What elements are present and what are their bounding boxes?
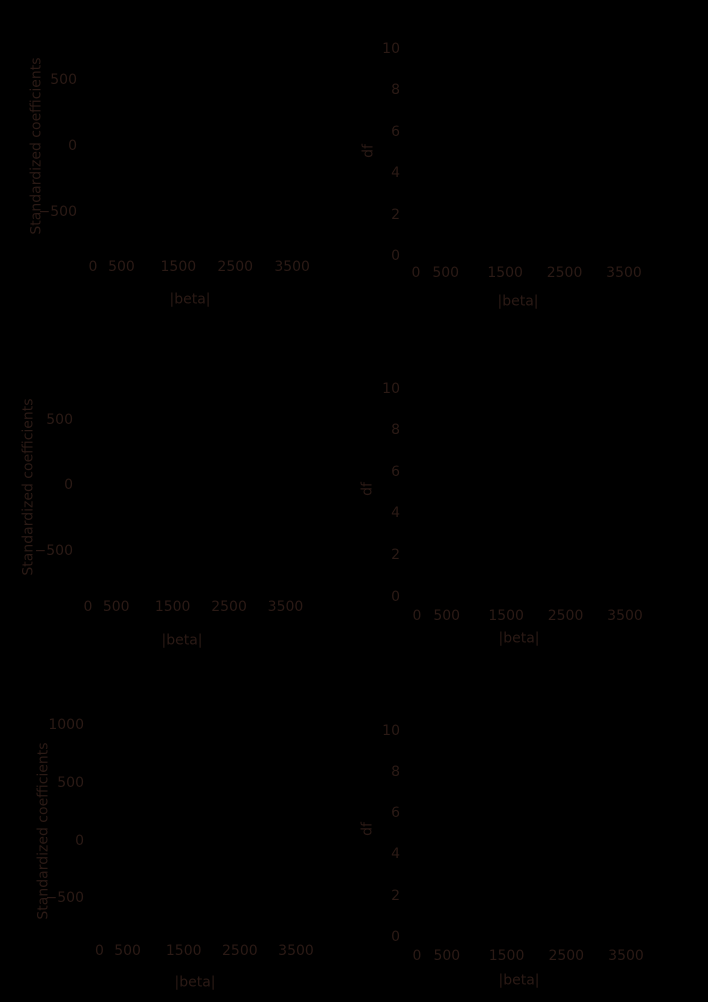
x-axis-label: |beta| <box>161 632 203 649</box>
x-tick-label: 3500 <box>607 607 643 624</box>
y-tick-label: 10 <box>382 380 400 397</box>
x-tick-label: 2500 <box>211 598 247 615</box>
x-tick-label: 3500 <box>606 264 642 281</box>
x-tick-label: 2500 <box>217 258 254 275</box>
x-tick-label: 500 <box>114 942 141 959</box>
y-tick-label: 0 <box>391 248 400 264</box>
x-tick-label: 1500 <box>160 258 197 275</box>
x-tick-label: 2500 <box>546 264 583 281</box>
y-tick-label: 6 <box>391 123 400 140</box>
y-tick-label: 0 <box>391 929 400 945</box>
x-tick-label: 3500 <box>274 258 310 275</box>
y-tick-label: 0 <box>75 832 84 849</box>
x-tick-label: 3500 <box>267 598 304 615</box>
y-tick-label: 500 <box>46 411 73 428</box>
y-tick-label: −500 <box>38 203 77 220</box>
x-tick-label: 500 <box>102 598 130 615</box>
y-tick-label: 6 <box>391 805 400 822</box>
x-tick-label: 1500 <box>154 598 191 615</box>
x-tick-label: 0 <box>412 947 422 964</box>
y-tick-label: 0 <box>64 477 73 493</box>
x-axis-label: |beta| <box>169 291 211 308</box>
y-tick-label: −500 <box>34 542 73 559</box>
y-axis-label: Standardized coefficients <box>20 398 37 576</box>
x-tick-label: 2500 <box>548 947 585 964</box>
x-tick-label: 1500 <box>165 942 202 959</box>
y-tick-label: 0 <box>68 137 77 154</box>
y-axis-label: df <box>360 144 377 158</box>
y-tick-label: 0 <box>391 588 400 605</box>
x-tick-label: 0 <box>83 598 93 615</box>
y-tick-label: 8 <box>391 763 400 780</box>
x-tick-label: 500 <box>433 947 461 964</box>
y-tick-label: 2 <box>391 546 400 563</box>
x-tick-label: 0 <box>95 942 104 959</box>
y-tick-label: 2 <box>391 887 400 904</box>
x-axis-label: |beta| <box>498 972 540 989</box>
x-tick-label: 1500 <box>488 947 525 964</box>
x-tick-label: 500 <box>432 264 460 281</box>
x-tick-label: 2500 <box>547 607 584 624</box>
x-tick-label: 0 <box>412 607 422 624</box>
y-tick-label: 500 <box>50 71 77 88</box>
y-tick-label: 8 <box>391 422 400 439</box>
y-tick-label: 10 <box>382 41 400 57</box>
y-tick-label: −500 <box>45 890 84 907</box>
y-tick-label: 1000 <box>48 716 84 733</box>
y-tick-label: 500 <box>57 774 84 791</box>
x-axis-label: |beta| <box>174 974 216 991</box>
y-axis-label: Standardized coefficients <box>28 57 45 235</box>
x-axis-label: |beta| <box>497 293 539 310</box>
x-tick-label: 0 <box>411 264 421 281</box>
x-axis-label: |beta| <box>498 630 540 647</box>
y-tick-label: 4 <box>391 505 400 522</box>
x-tick-label: 500 <box>108 258 135 275</box>
y-axis-label: Standardized coefficients <box>35 742 52 920</box>
x-tick-label: 2500 <box>222 942 258 959</box>
y-tick-label: 2 <box>391 206 400 223</box>
x-tick-label: 0 <box>88 258 98 275</box>
x-tick-label: 3500 <box>278 942 314 959</box>
y-tick-label: 8 <box>391 82 400 99</box>
y-tick-label: 4 <box>391 846 400 863</box>
x-tick-label: 1500 <box>488 607 524 624</box>
x-tick-label: 500 <box>433 607 461 624</box>
y-tick-label: 6 <box>391 463 400 480</box>
y-tick-label: 10 <box>382 722 400 739</box>
y-axis-label: df <box>359 482 376 496</box>
x-tick-label: 3500 <box>608 947 644 964</box>
y-tick-label: 4 <box>391 165 400 182</box>
y-axis-label: df <box>359 822 376 836</box>
x-tick-label: 1500 <box>487 264 523 281</box>
